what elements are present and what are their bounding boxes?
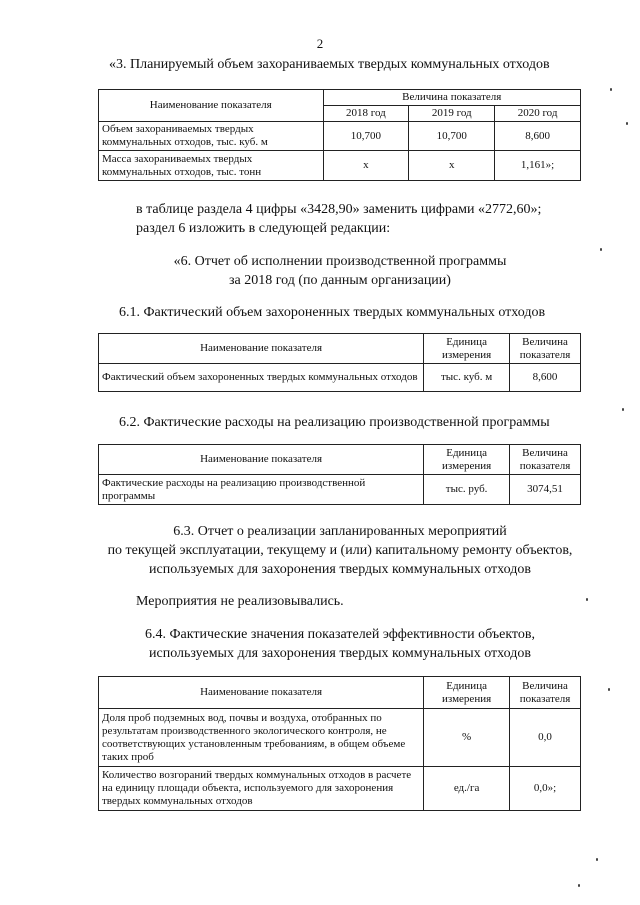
column-header-name: Наименование показателя — [99, 90, 324, 122]
table-row — [99, 767, 581, 811]
table-row — [99, 151, 581, 181]
column-header-unit: Единица измерения — [424, 445, 510, 475]
column-header-unit: Единица измерения — [424, 677, 510, 709]
section-6-3-title: 6.3. Отчет о реализации запланированных мероприятий — [173, 524, 507, 539]
row-name: Объем захораниваемых твердых коммунальных отходов, тыс. куб. м — [99, 122, 324, 151]
scan-speck — [578, 884, 580, 887]
row-name: Фактические расходы на реализацию производственной программы — [99, 475, 424, 505]
scan-speck — [626, 122, 628, 125]
column-header-year: 2018 год — [323, 106, 409, 122]
efficiency-indicators-table — [98, 676, 581, 811]
table-row — [99, 475, 581, 505]
page-number: 2 — [316, 36, 324, 51]
row-name: Количество возгораний твердых коммунальных отходов в расчете на единицу площади объекта, используемого для захоронения твердых коммунальных отходов — [99, 767, 424, 811]
row-unit: тыс. куб. м — [424, 364, 510, 392]
actual-expenses-table — [98, 444, 581, 505]
scan-speck — [610, 88, 612, 91]
row-value: 3074,51 — [510, 475, 581, 505]
section-6-3-note: Мероприятия не реализовывались. — [136, 594, 344, 609]
column-header-value-group: Величина показателя — [323, 90, 581, 106]
section-6-2-heading: 6.2. Фактические расходы на реализацию производственной программы — [119, 415, 550, 430]
section-3-heading: «3. Планируемый объем захораниваемых твердых коммунальных отходов — [109, 57, 550, 72]
section-6-4-title: 6.4. Фактические значения показателей эффективности объектов, — [145, 627, 535, 642]
row-unit: % — [424, 709, 510, 767]
paragraph-line: раздел 6 изложить в следующей редакции: — [136, 221, 391, 236]
column-header-unit: Единица измерения — [424, 334, 510, 364]
scan-speck — [596, 858, 598, 861]
scan-speck — [600, 248, 602, 251]
planned-volume-table — [98, 89, 581, 181]
actual-volume-table — [98, 333, 581, 392]
table-row — [99, 709, 581, 767]
table-row — [99, 122, 581, 151]
row-value: 10,700 — [323, 122, 409, 151]
row-value: х — [409, 151, 495, 181]
row-value: 1,161»; — [495, 151, 581, 181]
section-6-title: «6. Отчет об исполнении производственной программы — [173, 254, 507, 269]
row-value: 0,0»; — [510, 767, 581, 811]
column-header-value: Величина показателя — [510, 445, 581, 475]
row-value: 0,0 — [510, 709, 581, 767]
scan-speck — [622, 408, 624, 411]
row-unit: тыс. руб. — [424, 475, 510, 505]
row-unit: ед./га — [424, 767, 510, 811]
section-6-subtitle: за 2018 год (по данным организации) — [229, 273, 451, 288]
column-header-year: 2020 год — [495, 106, 581, 122]
row-value: 8,600 — [495, 122, 581, 151]
paragraph-line: в таблице раздела 4 цифры «3428,90» заменить цифрами «2772,60»; — [136, 202, 542, 217]
scan-speck — [586, 598, 588, 601]
scan-speck — [608, 688, 610, 691]
row-value: 10,700 — [409, 122, 495, 151]
column-header-year: 2019 год — [409, 106, 495, 122]
table-row — [99, 364, 581, 392]
column-header-name: Наименование показателя — [99, 445, 424, 475]
row-value: х — [323, 151, 409, 181]
column-header-name: Наименование показателя — [99, 334, 424, 364]
row-value: 8,600 — [510, 364, 581, 392]
section-6-3-title-line: по текущей эксплуатации, текущему и (или) капитальному ремонту объектов, — [107, 543, 573, 558]
section-6-4-title-line: используемых для захоронения твердых коммунальных отходов — [149, 646, 531, 661]
section-6-3-title-line: используемых для захоронения твердых коммунальных отходов — [149, 562, 531, 577]
column-header-value: Величина показателя — [510, 677, 581, 709]
section-6-1-heading: 6.1. Фактический объем захороненных твердых коммунальных отходов — [119, 305, 546, 320]
column-header-name: Наименование показателя — [99, 677, 424, 709]
row-name: Фактический объем захороненных твердых коммунальных отходов — [99, 364, 424, 392]
column-header-value: Величина показателя — [510, 334, 581, 364]
row-name: Масса захораниваемых твердых коммунальных отходов, тыс. тонн — [99, 151, 324, 181]
row-name: Доля проб подземных вод, почвы и воздуха, отобранных по результатам производственного экологического контроля, не соответствующих установленным требованиям, в общем объеме таких проб — [99, 709, 424, 767]
